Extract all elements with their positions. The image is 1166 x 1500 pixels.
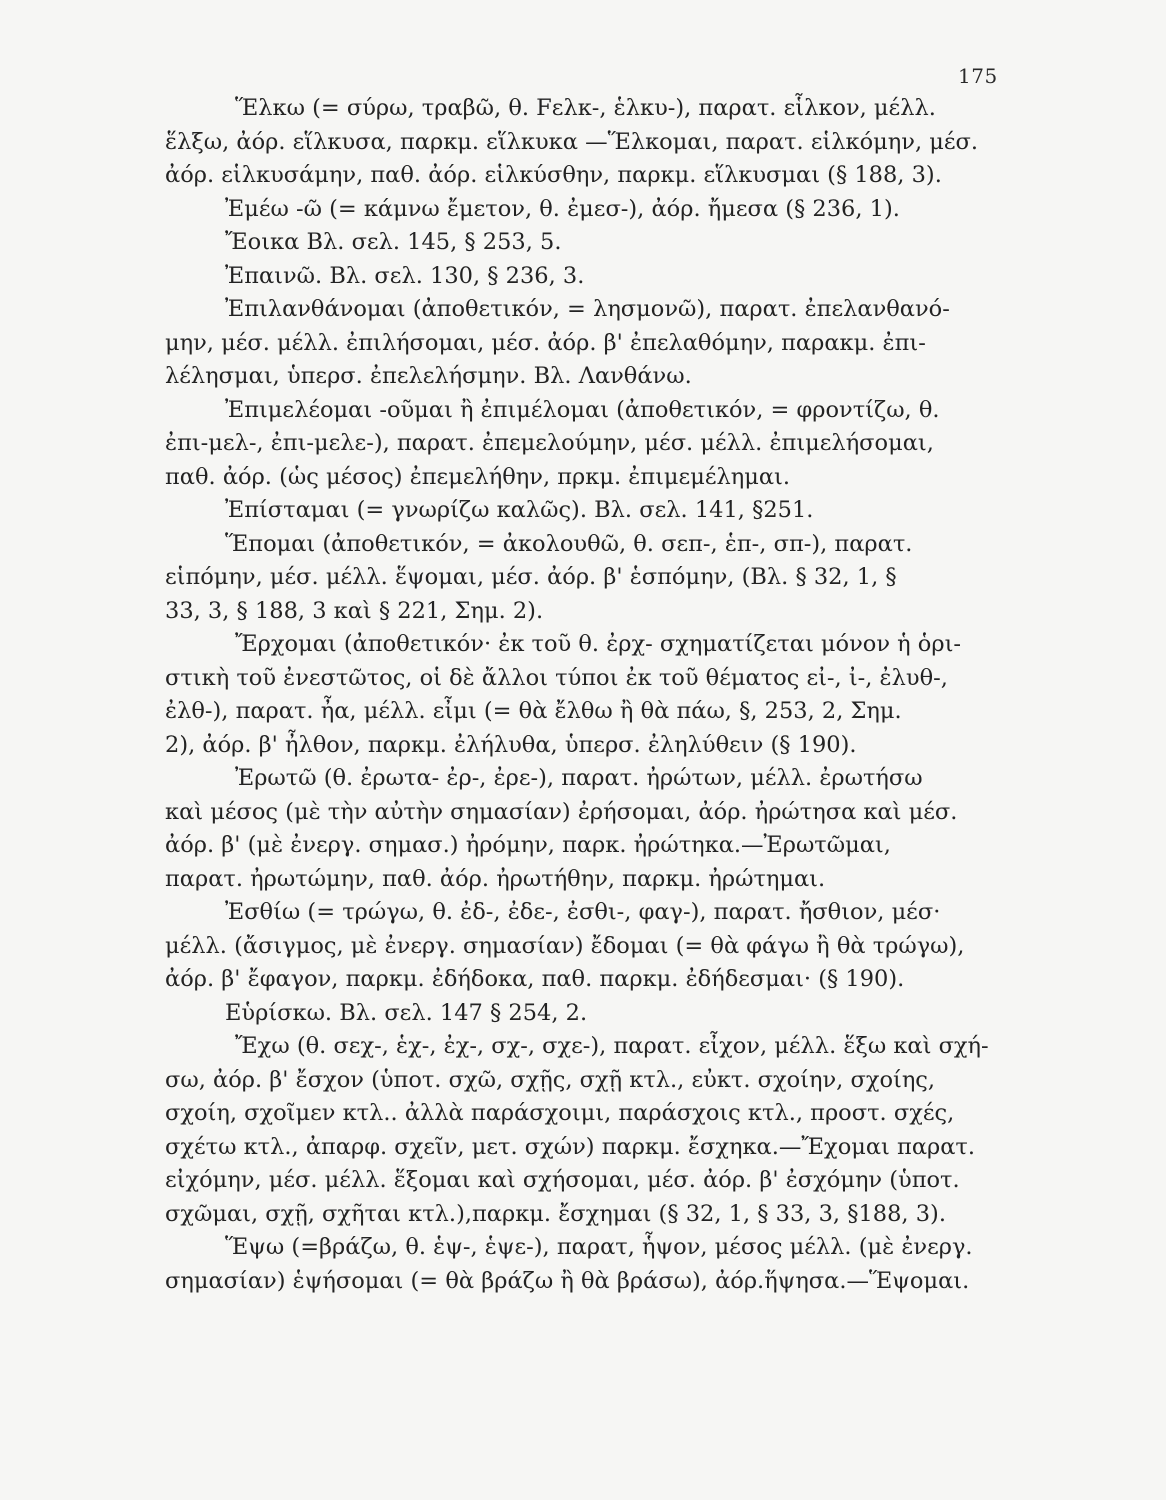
text-line: 2), ἀόρ. β' ἦλθον, παρκμ. ἐλήλυθα, ὑπερσ. ἐληλύθειν (§ 190). [165,731,857,758]
text-line: Ἕψω (=βράζω, θ. ἑψ-, ἑψε-), παρατ, ἧψον, μέσος μέλλ. (μὲ ἐνεργ. [225,1234,973,1260]
text-line: μέλλ. (ἄσιγμος, μὲ ἐνεργ. σημασίαν) ἔδομαι (= θὰ φάγω ἢ θὰ τρώγω), [165,932,965,959]
text-line: ἕλξω, ἀόρ. εἵλκυσα, παρκμ. εἵλκυκα —Ἕλκομαι, παρατ. εἱλκόμην, μέσ. [165,128,979,155]
text-line: ἐπι-μελ-, ἐπι-μελε-), παρατ. ἐπεμελούμην, μέσ. μέλλ. ἐπιμελήσομαι, [165,430,934,456]
page-number: 175 [958,64,998,88]
text-line: στικὴ τοῦ ἐνεστῶτος, οἱ δὲ ἄλλοι τύποι ἐκ τοῦ θέματος εἰ-, ἰ-, ἐλυθ-, [165,664,948,691]
text-line: παρατ. ἠρωτώμην, παθ. ἀόρ. ἠρωτήθην, παρκμ. ἠρώτημαι. [165,865,826,892]
dictionary-text [165,92,1020,1298]
text-line: Ἐπιλανθάνομαι (ἀποθετικόν, = λησμονῶ), παρατ. ἐπελανθανό- [225,296,950,322]
text-line: Ἐπαινῶ. Βλ. σελ. 130, § 236, 3. [225,262,585,289]
text-line: Ἐπίσταμαι (= γνωρίζω καλῶς). Βλ. σελ. 141, §251. [225,497,814,523]
text-line: εἰχόμην, μέσ. μέλλ. ἕξομαι καὶ σχήσομαι, μέσ. ἀόρ. β' ἐσχόμην (ὑποτ. [165,1167,960,1193]
text-line: Ἐσθίω (= τρώγω, θ. ἐδ-, ἐδε-, ἐσθι-, φαγ-), παρατ. ἤσθιον, μέσ· [225,899,941,925]
text-line: Ἔρχομαι (ἀποθετικόν· ἐκ τοῦ θ. ἐρχ- σχηματίζεται μόνον ἡ ὁρι- [235,631,961,657]
text-line: Ἐμέω -ῶ (= κάμνω ἔμετον, θ. ἐμεσ-), ἀόρ. ἤμεσα (§ 236, 1). [225,195,900,222]
text-line: Ἕλκω (= σύρω, τραβῶ, θ. Fελκ-, ἑλκυ-), παρατ. εἷλκον, μέλλ. [235,95,936,121]
text-line: παθ. ἀόρ. (ὡς μέσος) ἐπεμελήθην, πρκμ. ἐπιμεμέλημαι. [165,463,791,490]
text-line: σω, ἀόρ. β' ἔσχον (ὑποτ. σχῶ, σχῇς, σχῇ κτλ., εὐκτ. σχοίην, σχοίης, [165,1066,936,1093]
text-line: 33, 3, § 188, 3 καὶ § 221, Σημ. 2). [165,597,544,624]
text-line: μην, μέσ. μέλλ. ἐπιλήσομαι, μέσ. ἀόρ. β' ἐπελαθόμην, παρακμ. ἐπι- [165,329,926,356]
text-line: εἱπόμην, μέσ. μέλλ. ἕψομαι, μέσ. ἀόρ. β' ἑσπόμην, (Βλ. § 32, 1, § [165,564,897,590]
text-line: Ἔχω (θ. σεχ-, ἑχ-, ἐχ-, σχ-, σχε-), παρατ. εἶχον, μέλλ. ἕξω καὶ σχή- [235,1033,989,1059]
text-line: Ἕπομαι (ἀποθετικόν, = ἀκολουθῶ, θ. σεπ-, ἑπ-, σπ-), παρατ. [225,530,913,557]
text-line: ἀόρ. β' ἔφαγον, παρκμ. ἐδήδοκα, παθ. παρκμ. ἐδήδεσμαι· (§ 190). [165,966,905,992]
text-line: ἀόρ. εἱλκυσάμην, παθ. ἀόρ. εἱλκύσθην, παρκμ. εἵλκυσμαι (§ 188, 3). [165,162,942,188]
text-line: ἐλθ-), παρατ. ἦα, μέλλ. εἶμι (= θὰ ἔλθω ἢ θὰ πάω, §, 253, 2, Σημ. [165,698,902,724]
text-line: καὶ μέσος (μὲ τὴν αὐτὴν σημασίαν) ἐρήσομαι, ἀόρ. ἠρώτησα καὶ μέσ. [165,798,958,825]
text-line: Ἐπιμελέομαι -οῦμαι ἢ ἐπιμέλομαι (ἀποθετικόν, = φροντίζω, θ. [225,396,940,423]
text-line: Ἐρωτῶ (θ. ἐρωτα- ἐρ-, ἐρε-), παρατ. ἠρώτων, μέλλ. ἐρωτήσω [235,765,923,791]
text-line: ἀόρ. β' (μὲ ἐνεργ. σημασ.) ἠρόμην, παρκ. ἠρώτηκα.—Ἐρωτῶμαι, [165,832,891,858]
text-line: σχῶμαι, σχῇ, σχῆται κτλ.),παρκμ. ἔσχημαι (§ 32, 1, § 33, 3, §188, 3). [165,1200,946,1227]
text-line: λέλησμαι, ὑπερσ. ἐπελελήσμην. Βλ. Λανθάνω. [165,363,692,389]
text-line: Εὑρίσκω. Βλ. σελ. 147 § 254, 2. [225,999,588,1026]
text-line: σχέτω κτλ., ἀπαρφ. σχεῖν, μετ. σχών) παρκμ. ἔσχηκα.—Ἔχομαι παρατ. [165,1133,976,1160]
text-line: σχοίη, σχοῖμεν κτλ.. ἀλλὰ παράσχοιμι, παράσχοις κτλ., προστ. σχές, [165,1100,955,1126]
text-line: σημασίαν) ἑψήσομαι (= θὰ βράζω ἢ θὰ βράσω), ἀόρ.ἥψησα.—Ἕψομαι. [165,1267,970,1294]
text-line: Ἔοικα Βλ. σελ. 145, § 253, 5. [225,229,562,255]
